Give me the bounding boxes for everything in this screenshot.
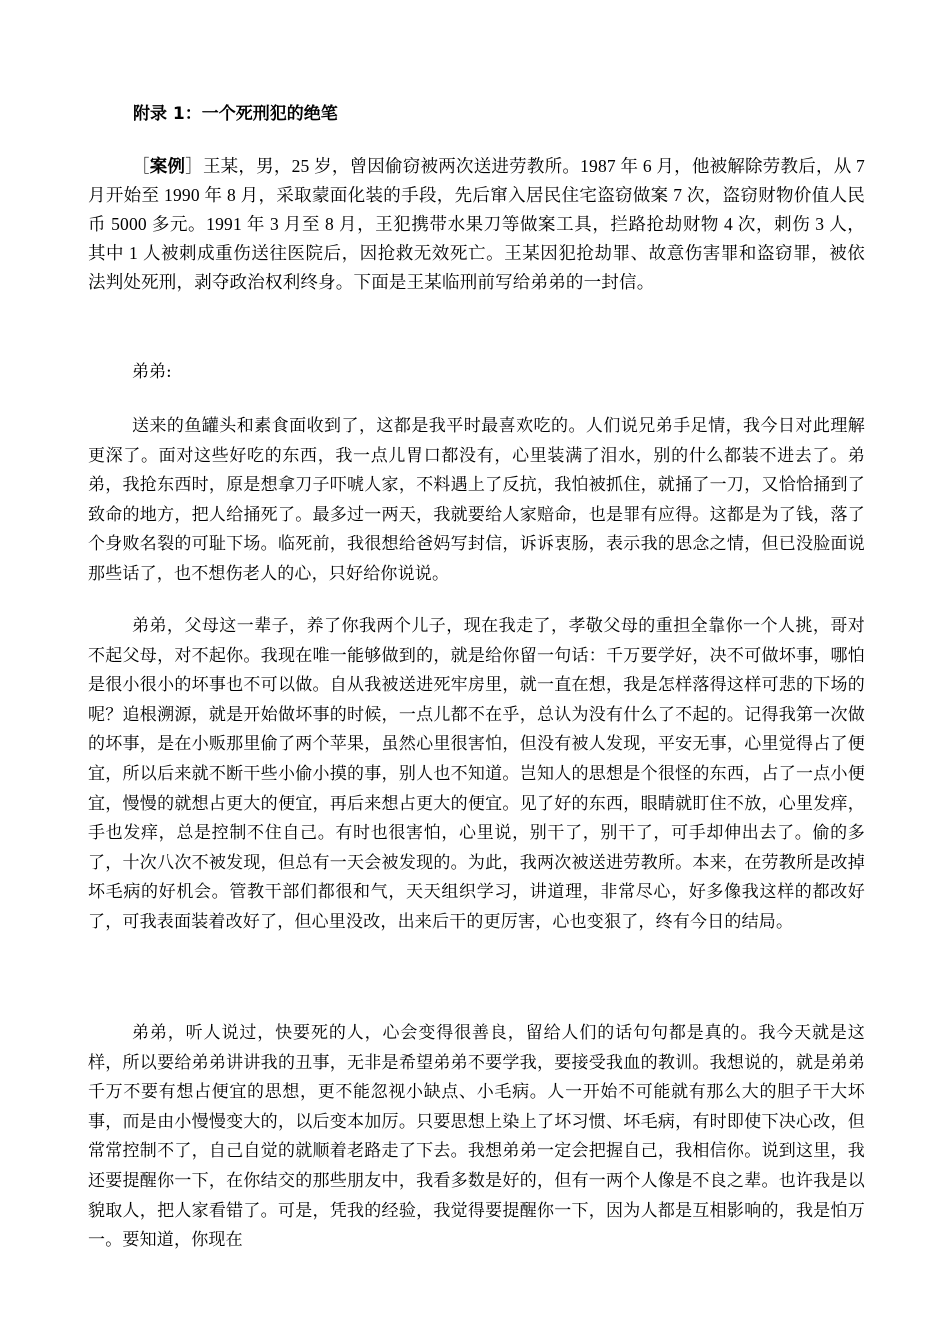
letter-paragraph-1: 送来的鱼罐头和素食面收到了，这都是我平时最喜欢吃的。人们说兄弟手足情，我今日对此理解更深了。面对这些好吃的东西，我一点儿胃口都没有，心里装满了泪水，别的什么都装不进去了。弟弟，我抢东西时，原是想拿刀子吓唬人家，不料遇上了反抗，我怕被抓住，就捅了一刀，又恰恰捅到了致命的地方，把人给捅死了。最多过一两天，我就要给人家赔命，也是罪有应得。这都是为了钱，落了个身败名裂的可耻下场。临死前，我很想给爸妈写封信，诉诉衷肠，表示我的思念之情，但已没脸面说那些话了，也不想伤老人的心，只好给你说说。 xyxy=(88,416,865,584)
letter-paragraph-3: 弟弟，听人说过，快要死的人，心会变得很善良，留给人们的话句句都是真的。我今天就是这样，所以要给弟弟讲讲我的丑事，无非是希望弟弟不要学我，要接受我血的教训。我想说的，就是弟弟千万不要有想占便宜的思想，更不能忽视小缺点、小毛病。人一开始不可能就有那么大的胆子干大坏事，而是由小慢慢变大的，以后变本加厉。只要思想上染上了坏习惯、坏毛病，有时即使下决心改，但常常控制不了，自己自觉的就顺着老路走了下去。我想弟弟一定会把握自己，我相信你。说到这里，我还要提醒你一下，在你结交的那些朋友中，我看多数是好的，但有一两个人像是不良之辈。也许我是以貌取人，把人家看错了。可是，凭我的经验，我觉得要提醒你一下，因为人都是互相影响的，我是怕万一。要知道，你现在 xyxy=(88,1023,865,1251)
case-open-bracket: ［ xyxy=(132,156,150,176)
letter-paragraph-2: 弟弟，父母这一辈子，养了你我两个儿子，现在我走了，孝敬父母的重担全靠你一个人挑，哥对不起父母，对不起你。我现在唯一能够做到的，就是给你留一句话：千万要学好，决不可做坏事，哪怕是很小很小的坏事也不可以做。自从我被送进死牢房里，就一直在想，我是怎样落得这样可悲的下场的呢？追根溯源，就是开始做坏事的时候，一点儿都不在乎，总认为没有什么了不起的。记得我第一次做的坏事，是在小贩那里偷了两个苹果，虽然心里很害怕，但没有被人发现，平安无事，心里觉得占了便宜，所以后来就不断干些小偷小摸的事，别人也不知道。岂知人的思想是个很怪的东西，占了一点小便宜，慢慢的就想占更大的便宜，再后来想占更大的便宜。见了好的东西，眼睛就盯住不放，心里发痒，手也发痒，总是控制不住自己。有时也很害怕，心里说，别干了，别干了，可手却伸出去了。偷的多了，十次八次不被发现，但总有一天会被发现的。为此，我两次被送进劳教所。本来，在劳教所是改掉坏毛病的好机会。管教干部们都很和气，天天组织学习，讲道理，非常尽心，好多像我这样的都改好了，可我表面装着改好了，但心里没改，出来后干的更厉害，心也变狠了，终有今日的结局。 xyxy=(88,616,865,932)
case-label: 案例 xyxy=(149,156,186,176)
case-text: 王某，男，25 岁，曾因偷窃被两次送进劳教所。1987 年 6 月，他被解除劳教后，从 7 月开始至 1990 年 8 月，采取蒙面化装的手段，先后窜入居民住宅盗窃做案 7 次，盗窃财物价值人民币 5000 多元。1991 年 3 月至 8 月，王犯携带水果刀等做案工具，拦路抢劫财物 4 次，刺伤 3 人，其中 1 人被刺成重伤送往医院后，因抢救无效死亡。王某因犯抢劫罪、故意伤害罪和盗窃罪，被依法判处死刑，剥夺政治权利终身。下面是王某临刑前写给弟弟的一封信。 xyxy=(88,156,865,292)
letter-salutation: 弟弟: xyxy=(132,362,172,382)
document-title: 附录 1：一个死刑犯的绝笔 xyxy=(133,104,338,124)
case-close-bracket: ］ xyxy=(185,156,203,176)
case-paragraph xyxy=(88,152,865,297)
